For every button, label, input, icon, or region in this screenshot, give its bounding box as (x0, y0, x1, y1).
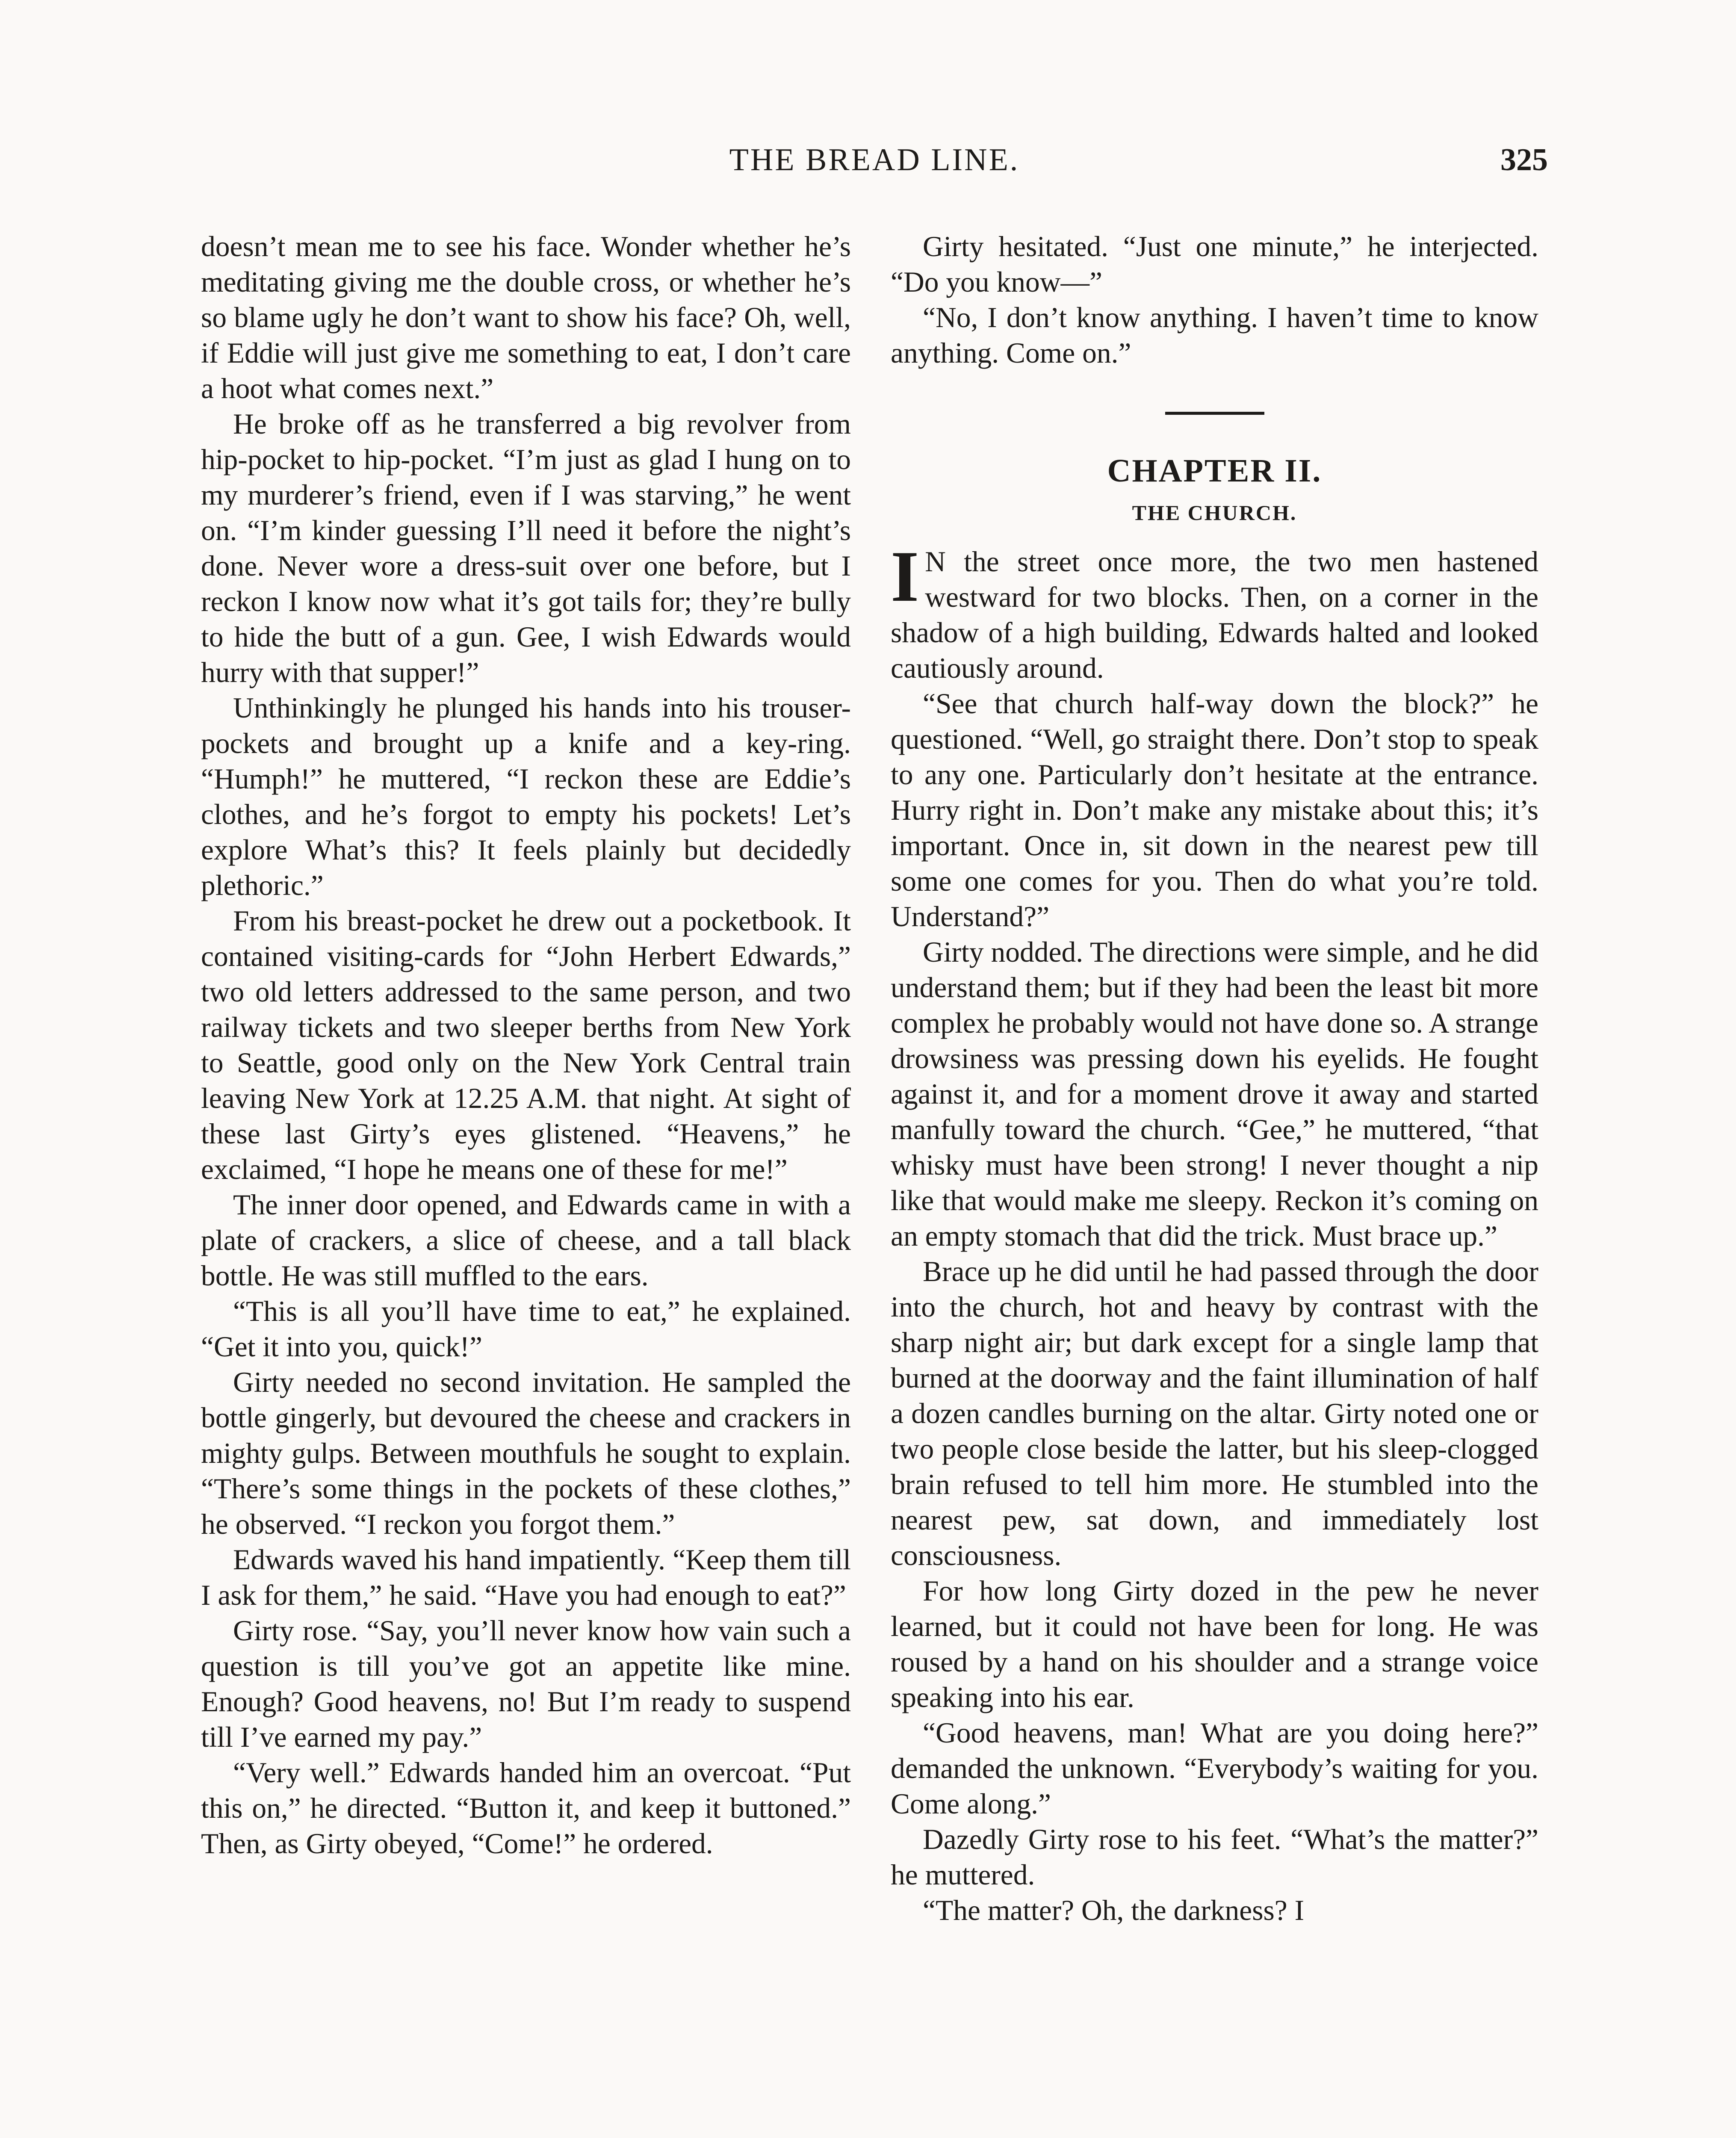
chapter-title: CHAPTER II. (1107, 453, 1322, 489)
paragraph: “Very well.” Edwards handed him an overcoat. “Put this on,” he directed. “Button it, and keep it buttoned.” Then, as Girty obeyed, “Come!” he ordered. (201, 1757, 851, 1860)
paragraph: “This is all you’ll have time to eat,” he explained. “Get it into you, quick!” (201, 1295, 851, 1363)
chapter-opening-paragraph (891, 536, 1538, 686)
paragraph: Brace up he did until he had passed through the door into the church, hot and heavy by contrast with the sharp night air; but dark except for a single lamp that burned at the doorway and the faint illumination of half a dozen candles burning on the altar. Girty noted one or two people close beside the latter, but his sleep-clogged brain refused to tell him more. He stumbled into the nearest pew, sat down, and immediately lost consciousness. (891, 1255, 1538, 1571)
paragraph: He broke off as he transferred a big revolver from hip-pocket to hip-pocket. “I’m just as glad I hung on to my murderer’s friend, even if I was starving,” he went on. “I’m kinder guessing I’ll need it before the night’s done. Never wore a dress-suit over one before, but I reckon I know now what it’s got tails for; they’re bully to hide the butt of a gun. Gee, I wish Edwards would hurry with that supper!” (201, 408, 851, 688)
paragraph: For how long Girty dozed in the pew he never learned, but it could not have been for long. He was roused by a hand on his shoulder and a strange voice speaking into his ear. (891, 1575, 1538, 1713)
opening-text: N the street once more, the two men hastened westward for two blocks. Then, on a corner in the shadow of a high building, Edwards halted and looked cautiously around. (891, 546, 1538, 684)
paragraph: Girty hesitated. “Just one minute,” he interjected. “Do you know—” (891, 230, 1538, 298)
paragraph: “See that church half-way down the block?” he questioned. “Well, go straight there. Don’t stop to speak to any one. Particularly don’t hesitate at the entrance. Hurry right in. Don’t make any mistake about this; it’s important. Once in, sit down in the nearest pew till some one comes for you. Then do what you’re told. Understand?” (891, 688, 1538, 933)
paragraph: Girty needed no second invitation. He sampled the bottle gingerly, but devoured the cheese and crackers in mighty gulps. Between mouthfuls he sought to explain. “There’s some things in the pockets of these clothes,” he observed. “I reckon you forgot them.” (201, 1366, 851, 1540)
page-number: 325 (1500, 142, 1548, 177)
paragraph: Dazedly Girty rose to his feet. “What’s the matter?” he muttered. (891, 1823, 1538, 1891)
section-divider (1165, 412, 1264, 415)
paragraph: “The matter? Oh, the darkness? I (923, 1894, 1305, 1926)
paragraph: Edwards waved his hand impatiently. “Keep them till I ask for them,” he said. “Have you had enough to eat?” (201, 1544, 851, 1611)
paragraph: doesn’t mean me to see his face. Wonder whether he’s meditating giving me the double cross, or whether he’s so blame ugly he don’t want to show his face? Oh, well, if Eddie will just give me something to eat, I don’t care a hoot what comes next.” (201, 230, 851, 405)
paragraph: Girty nodded. The directions were simple, and he did understand them; but if they had been the least bit more complex he probably would not have done so. A strange drowsiness was pressing down his eyelids. He fought against it, and for a moment drove it away and started manfully toward the church. “Gee,” he muttered, “that whisky must have been strong! I never thought a nip like that would make me sleepy. Reckon it’s coming on an empty stomach that did the trick. Must brace up.” (891, 936, 1538, 1252)
paragraph: “No, I don’t know anything. I haven’t time to know anything. Come on.” (891, 301, 1538, 369)
drop-cap: I (891, 536, 919, 617)
paragraph: Girty rose. “Say, you’ll never know how vain such a question is till you’ve got an appetite like mine. Enough? Good heavens, no! But I’m ready to suspend till I’ve earned my pay.” (201, 1615, 851, 1753)
paragraph: “Good heavens, man! What are you doing here?” demanded the unknown. “Everybody’s waiting for you. Come along.” (891, 1717, 1538, 1820)
paragraph: Unthinkingly he plunged his hands into his trouser-pockets and brought up a knife and a key-ring. “Humph!” he muttered, “I reckon these are Eddie’s clothes, and he’s forgot to empty his pockets! Let’s explore What’s this? It feels plainly but decidedly plethoric.” (201, 692, 851, 901)
paragraph: From his breast-pocket he drew out a pocketbook. It contained visiting-cards for “John Herbert Edwards,” two old letters addressed to the same person, and two railway tickets and two sleeper berths from New York to Seattle, good only on the New York Central train leaving New York at 12.25 A.M. that night. At sight of these last Girty’s eyes glistened. “Heavens,” he exclaimed, “I hope he means one of these for me!” (201, 905, 851, 1185)
running-title: THE BREAD LINE. (729, 142, 1020, 177)
right-column (891, 229, 1538, 1928)
left-column (201, 229, 851, 1861)
paragraph: The inner door opened, and Edwards came in with a plate of crackers, a slice of cheese, and a tall black bottle. He was still muffled to the ears. (201, 1189, 851, 1292)
running-head (201, 142, 1548, 185)
chapter-subtitle: THE CHURCH. (1132, 501, 1297, 525)
